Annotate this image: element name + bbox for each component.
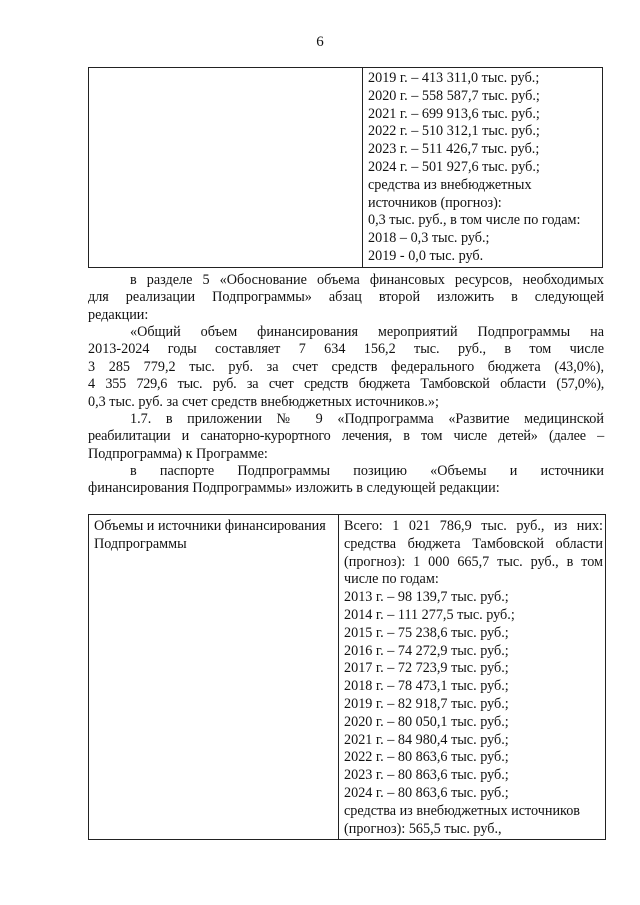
year-amount-line: 2021 г. – 84 980,4 тыс. руб.; xyxy=(344,731,509,748)
year-amount-line: 2023 г. – 80 863,6 тыс. руб.; xyxy=(344,767,509,784)
text-line: «Общий объем финансирования мероприятий Подпрограммы на xyxy=(130,324,604,340)
year-amount-line: 2019 г. – 413 311,0 тыс. руб.; xyxy=(368,70,540,86)
year-amount-line: 2022 г. – 510 312,1 тыс. руб.; xyxy=(368,123,540,140)
extrabudget-label-line: средства из внебюджетных xyxy=(368,176,532,193)
year-amount-line: 2014 г. – 111 277,5 тыс. руб.; xyxy=(344,606,515,623)
text-line: 0,3 тыс. руб. за счет средств внебюджетных источников.»; xyxy=(88,393,439,410)
year-amount-line: 2020 г. – 558 587,7 тыс. руб.; xyxy=(368,87,540,104)
text-line: финансирования Подпрограммы» изложить в следующей редакции: xyxy=(88,480,500,497)
paragraph-total-funding xyxy=(88,324,604,411)
year-amount-line: 2024 г. – 501 927,6 тыс. руб.; xyxy=(368,158,540,175)
text-line: 1.7. в приложении № 9 «Подпрограмма «Развитие медицинской xyxy=(130,411,604,427)
extrabudget-total-line: (прогноз): 565,5 тыс. руб., xyxy=(344,820,502,837)
paragraph-section5 xyxy=(88,272,604,324)
funding-sources-label: Объемы и источники финансирования Подпрограммы xyxy=(94,518,326,552)
year-amount-line: 2018 – 0,3 тыс. руб.; xyxy=(368,230,490,247)
year-amount-line: 2016 г. – 74 272,9 тыс. руб.; xyxy=(344,642,509,659)
table-cell-values xyxy=(363,68,603,268)
paragraph-appendix9 xyxy=(88,411,604,463)
year-amount-line: 2022 г. – 80 863,6 тыс. руб.; xyxy=(344,749,509,766)
text-line: 4 355 729,6 тыс. руб. за счет средств бюджета Тамбовской области (57,0%), xyxy=(88,376,604,393)
year-amount-line: 2019 г. – 82 918,7 тыс. руб.; xyxy=(344,695,509,712)
year-amount-line: 2024 г. – 80 863,6 тыс. руб.; xyxy=(344,784,509,801)
year-amount-line: 2018 г. – 78 473,1 тыс. руб.; xyxy=(344,678,509,695)
text-line: Подпрограмма) к Программе: xyxy=(88,445,268,462)
text-line: в разделе 5 «Обоснование объема финансовых ресурсов, необходимых xyxy=(130,272,604,288)
year-amount-line: 2015 г. – 75 238,6 тыс. руб.; xyxy=(344,624,509,641)
text-line: 3 285 779,2 тыс. руб. за счет средств федерального бюджета (43,0%), xyxy=(88,358,604,375)
year-amount-line: 2023 г. – 511 426,7 тыс. руб.; xyxy=(368,141,540,158)
extrabudget-total-line: 0,3 тыс. руб., в том числе по годам: xyxy=(368,212,581,229)
year-amount-line: 2020 г. – 80 050,1 тыс. руб.; xyxy=(344,713,509,730)
text-line: для реализации Подпрограммы» абзац второй изложить в следующей xyxy=(88,289,604,306)
funding-table-continued xyxy=(88,67,603,268)
year-amount-line: 2019 - 0,0 тыс. руб. xyxy=(368,247,484,264)
paragraph-passport xyxy=(88,463,604,498)
year-amount-line: 2017 г. – 72 723,9 тыс. руб.; xyxy=(344,660,509,677)
text-line: реабилитации и санаторно-курортного лечения, в том числе детей» (далее – xyxy=(88,428,604,445)
table-row xyxy=(89,515,606,840)
text-line: в паспорте Подпрограммы позицию «Объемы и источники xyxy=(130,463,604,479)
total-funding-text: Всего: 1 021 786,9 тыс. руб., из них: средства бюджета Тамбовской области (прогноз): 1 000 665,7 тыс. руб., в том числе по годам: xyxy=(344,518,603,588)
extrabudget-label-line: источников (прогноз): xyxy=(368,194,502,211)
year-amount-line: 2013 г. – 98 139,7 тыс. руб.; xyxy=(344,589,509,606)
table-cell-values xyxy=(339,515,606,840)
table-row xyxy=(89,68,603,268)
table-cell-label xyxy=(89,515,339,840)
text-line: 2013-2024 годы составляет 7 634 156,2 тыс. руб., в том числе xyxy=(88,341,604,358)
year-amount-line: 2021 г. – 699 913,6 тыс. руб.; xyxy=(368,105,540,122)
page-number: 6 xyxy=(316,34,324,50)
table-cell-label xyxy=(89,68,363,268)
extrabudget-label-line: средства из внебюджетных источников xyxy=(344,802,581,819)
text-line: редакции: xyxy=(88,306,149,323)
funding-sources-table xyxy=(88,514,606,840)
